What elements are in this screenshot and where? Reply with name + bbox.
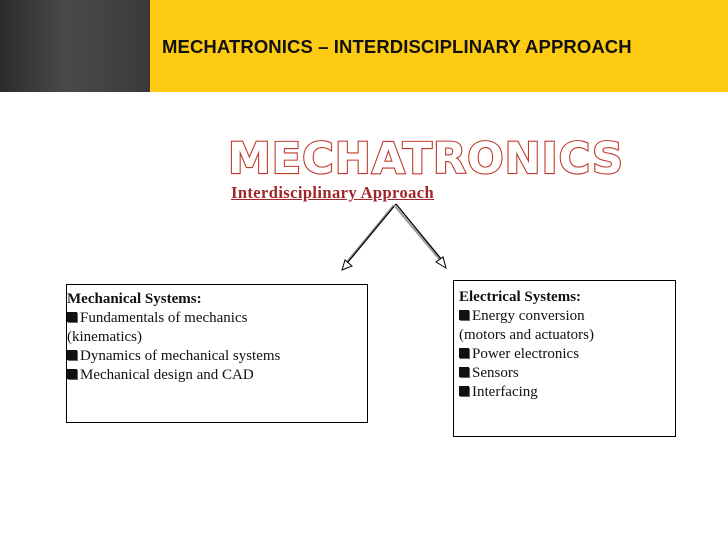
slide-title: MECHATRONICS – INTERDISCIPLINARY APPROACH <box>162 36 632 57</box>
bullet-square-icon <box>459 348 469 358</box>
brand-subtitle: Interdisciplinary Approach <box>231 183 435 202</box>
brand-title: MECHATRONICS <box>228 134 624 184</box>
list-item: (motors and actuators) <box>459 327 594 343</box>
bullet-square-icon <box>459 367 469 377</box>
list-item: Dynamics of mechanical systems <box>67 347 367 366</box>
bullet-square-icon <box>459 310 469 320</box>
bullet-square-icon <box>459 386 469 396</box>
list-item: Energy conversion <box>459 307 675 326</box>
list-item: Fundamentals of mechanics <box>67 309 367 328</box>
bullet-square-icon <box>67 350 77 360</box>
list-item: Power electronics <box>459 345 675 364</box>
arrow-right-icon <box>394 204 446 268</box>
list-item: (kinematics) <box>67 329 142 345</box>
bullet-square-icon <box>67 312 77 322</box>
mechanical-systems-box <box>66 284 368 423</box>
list-item: Mechanical design and CAD <box>67 366 367 385</box>
list-item: Sensors <box>459 364 675 383</box>
branch-arrows <box>330 200 460 275</box>
bullet-square-icon <box>67 369 77 379</box>
header-dark-block <box>0 0 150 92</box>
electrical-systems-box <box>453 280 676 437</box>
arrow-left-icon <box>342 204 396 270</box>
list-item: Interfacing <box>459 383 675 402</box>
mechanical-heading: Mechanical Systems: <box>67 291 202 307</box>
electrical-heading: Electrical Systems: <box>459 289 582 305</box>
